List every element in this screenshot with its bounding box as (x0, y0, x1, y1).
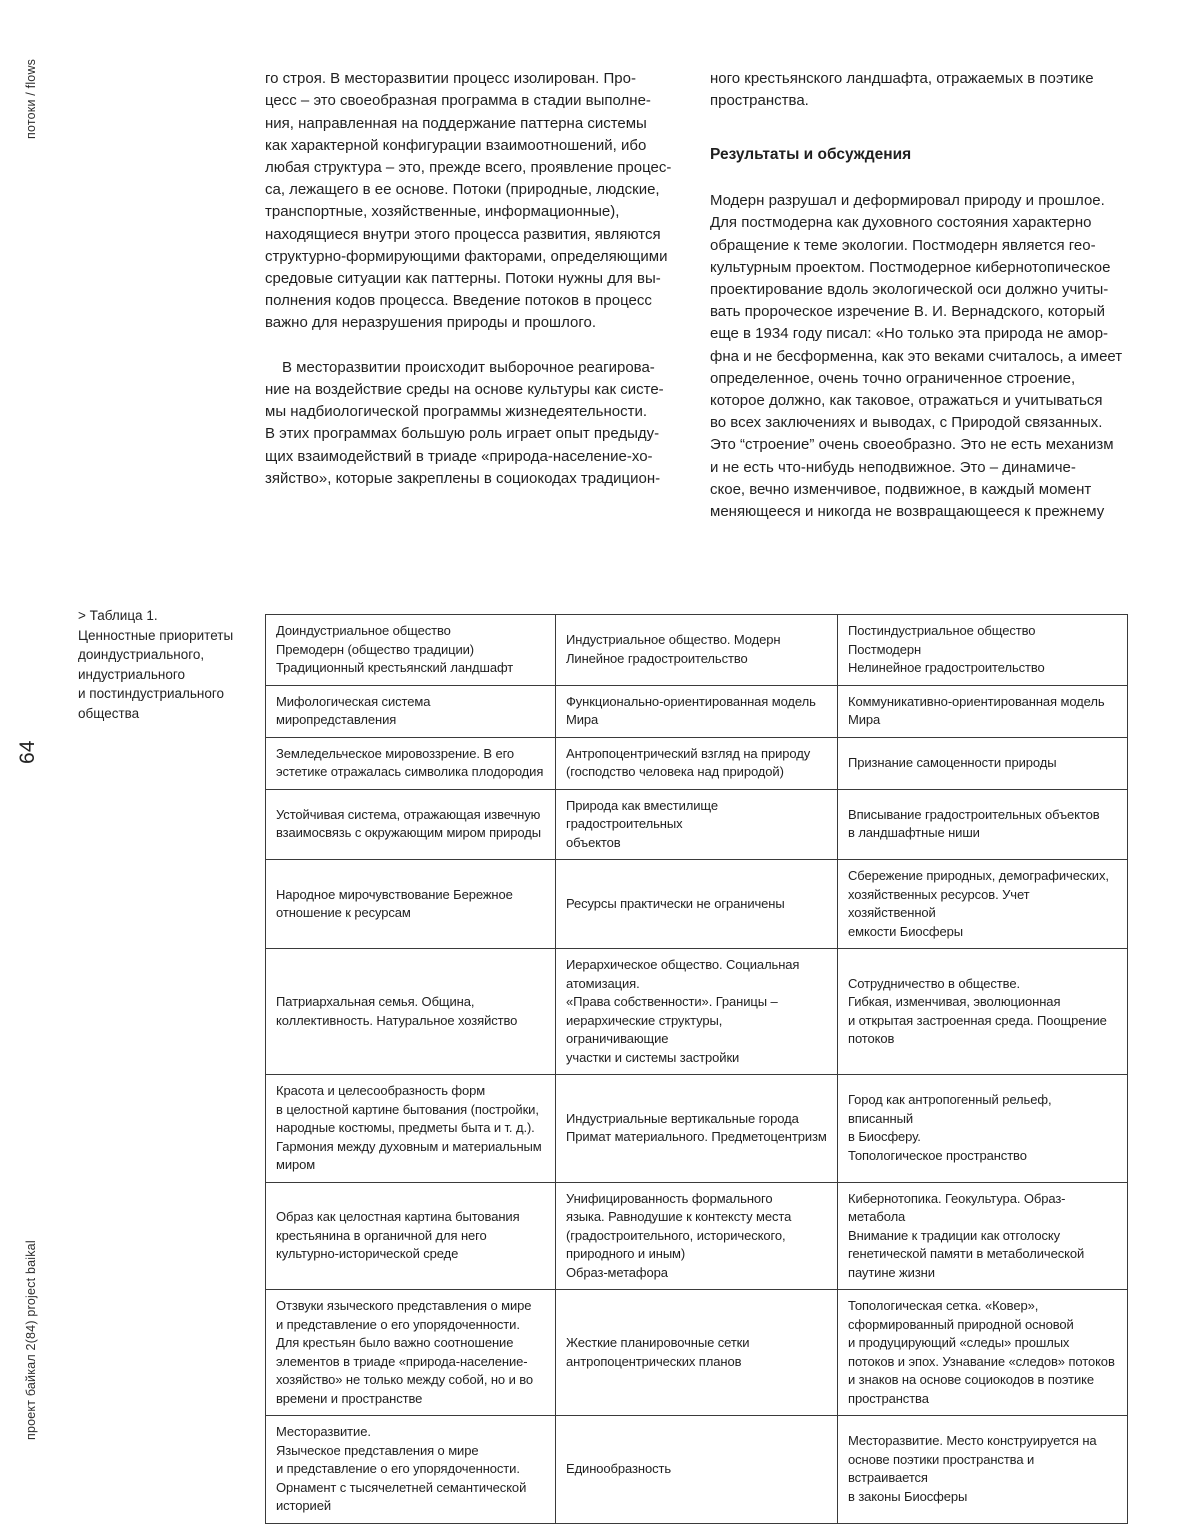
table-cell: Индустриальные вертикальные города Примат материального. Предметоцентризм (556, 1075, 838, 1183)
table-cell: Коммуникативно-ориентированная модель Мира (838, 685, 1128, 737)
table-cell: Функционально-ориентированная модель Мира (556, 685, 838, 737)
table-cell: Признание самоценности природы (838, 737, 1128, 789)
paragraph: го строя. В месторазвитии процесс изолирован. Про- цесс – это своеобразная программа в стадии выполне- ния, направленная на поддержание паттерна системы как характерной конфигурации взаимоотношений, ибо любая структура – это, прежде всего, проявление процес- са, лежащего в ее основе. Потоки (природные, людские, транспортные, хозяйственные, информационные), находящиеся внутри этого процесса развития, являются структурно-формирующими факторами, определяющими средовые ситуации как паттерны. Потоки нужны для вы- полнения кодов процесса. Введение потоков в процесс важно для неразрушения природы и прошлого. (265, 70, 672, 332)
table-cell: Образ как целостная картина бытования крестьянина в органичной для него культурно-исторической среде (266, 1182, 556, 1290)
paragraph: ного крестьянского ландшафта, отражаемых в поэтике пространства. (710, 70, 1094, 110)
table-cell: Месторазвитие. Языческое представления о мире и представление о его упорядоченности. Орнамент с тысячелетней семантической историей (266, 1416, 556, 1524)
table-cell: Доиндустриальное общество Премодерн (общество традиции) Традиционный крестьянский ландшафт (266, 615, 556, 686)
table-cell: Иерархическое общество. Социальная атомизация. «Права собственности». Границы – иерархические структуры, ограничивающие участки и системы застройки (556, 949, 838, 1075)
table-row (266, 1416, 1128, 1524)
table-cell: Патриархальная семья. Община, коллективность. Натуральное хозяйство (266, 949, 556, 1075)
table-cell: Устойчивая система, отражающая извечную взаимосвязь с окружающим миром природы (266, 789, 556, 860)
table-row (266, 949, 1128, 1075)
table-row (266, 1182, 1128, 1290)
table-row (266, 1075, 1128, 1183)
table-cell: Кибернотопика. Геокультура. Образ-метабола Внимание к традиции как отголоску генетической памяти в метаболической паутине жизни (838, 1182, 1128, 1290)
table-row (266, 737, 1128, 789)
table-cell: Индустриальное общество. Модерн Линейное градостроительство (556, 615, 838, 686)
body-column-left (265, 46, 710, 512)
section-heading: Результаты и обсуждения (710, 145, 912, 163)
body-column-right (710, 46, 1152, 545)
table-row (266, 685, 1128, 737)
table-cell: Народное мирочувствование Бережное отношение к ресурсам (266, 860, 556, 949)
table-cell: Мифологическая система миропредставления (266, 685, 556, 737)
table-cell: Красота и целесообразность форм в целостной картине бытования (постройки, народные костюмы, предметы быта и т. д.). Гармония между духовным и материальным миром (266, 1075, 556, 1183)
table-cell: Город как антропогенный рельеф, вписанный в Биосферу. Топологическое пространство (838, 1075, 1128, 1183)
table-cell: Единообразность (556, 1416, 838, 1524)
table-row (266, 615, 1128, 686)
table-cell: Постиндустриальное общество Постмодерн Нелинейное градостроительство (838, 615, 1128, 686)
table-body (266, 615, 1128, 1524)
journal-imprint-vertical-label: проект байкал 2(84) project baikal (24, 1240, 38, 1440)
table-cell: Топологическая сетка. «Ковер», сформированный природной основой и продуцирующий «следы» прошлых потоков и эпох. Узнавание «следов» потоков и знаков на основе социокодов в поэтике пространства (838, 1290, 1128, 1416)
table-cell: Месторазвитие. Место конструируется на основе поэтики пространства и встраивается в законы Биосферы (838, 1416, 1128, 1524)
table-cell: Земледельческое мировоззрение. В его эстетике отражалась символика плодородия (266, 737, 556, 789)
table-cell: Жесткие планировочные сетки антропоцентрических планов (556, 1290, 838, 1416)
table-cell: Унифицированность формального языка. Равнодушие к контексту места (градостроительного, исторического, природного и иным) Образ-метафора (556, 1182, 838, 1290)
section-rubric-vertical-label: потоки / flows (24, 58, 38, 139)
paragraph: Модерн разрушал и деформировал природу и прошлое. Для постмодерна как духовного состояния характерно обращение к теме экологии. Постмодерн является гео- культурным проектом. Постмодерное кибернотопическое проектирование вдоль экологической оси должно учиты- вать пророческое изречение В. И. Вернадского, который еще в 1934 году писал: «Но только эта природа не амор- фна и не бесформенна, как это веками считалось, а имеет определенное, очень точно ограниченное строение, которое должно, как таковое, отражаться и учитываться во всех заключениях и выводах, с Природой связанных. Это “строение” очень своеобразно. Это не есть механизм и не есть что-нибудь неподвижное. Это – динамиче- ское, вечно изменчивое, подвижное, в каждый момент меняющееся и никогда не возвращающееся к прежнему (710, 192, 1123, 521)
table-cell: Вписывание градостроительных объектов в ландшафтные ниши (838, 789, 1128, 860)
table-cell: Ресурсы практически не ограничены (556, 860, 838, 949)
page-number: 64 (16, 740, 39, 764)
paragraph: В месторазвитии происходит выборочное реагирова- ние на воздействие среды на основе культуры как систе- мы надбиологической программы жизнедеятельности. В этих программах большую роль играет опыт предыду- щих взаимодействий в триаде «природа-население-хо- зяйство», которые закреплены в социокодах традицион- (265, 358, 664, 487)
values-priorities-table (265, 614, 1128, 1524)
table-cell: Природа как вместилище градостроительных объектов (556, 789, 838, 860)
table-cell: Сбережение природных, демографических, хозяйственных ресурсов. Учет хозяйственной емкости Биосферы (838, 860, 1128, 949)
table-row (266, 1290, 1128, 1416)
table-caption: > Таблица 1. Ценностные приоритеты доиндустриального, индустриального и постиндустриального общества (78, 608, 234, 721)
table-cell: Сотрудничество в обществе. Гибкая, изменчивая, эволюционная и открытая застроенная среда. Поощрение потоков (838, 949, 1128, 1075)
table-row (266, 789, 1128, 860)
table-cell: Антропоцентрический взгляд на природу (господство человека над природой) (556, 737, 838, 789)
table-cell: Отзвуки языческого представления о мире и представление о его упорядоченности. Для крестьян было важно соотношение элементов в триаде «природа-население- хозяйство» не только между собой, но и во времени и пространстве (266, 1290, 556, 1416)
table-row (266, 860, 1128, 949)
